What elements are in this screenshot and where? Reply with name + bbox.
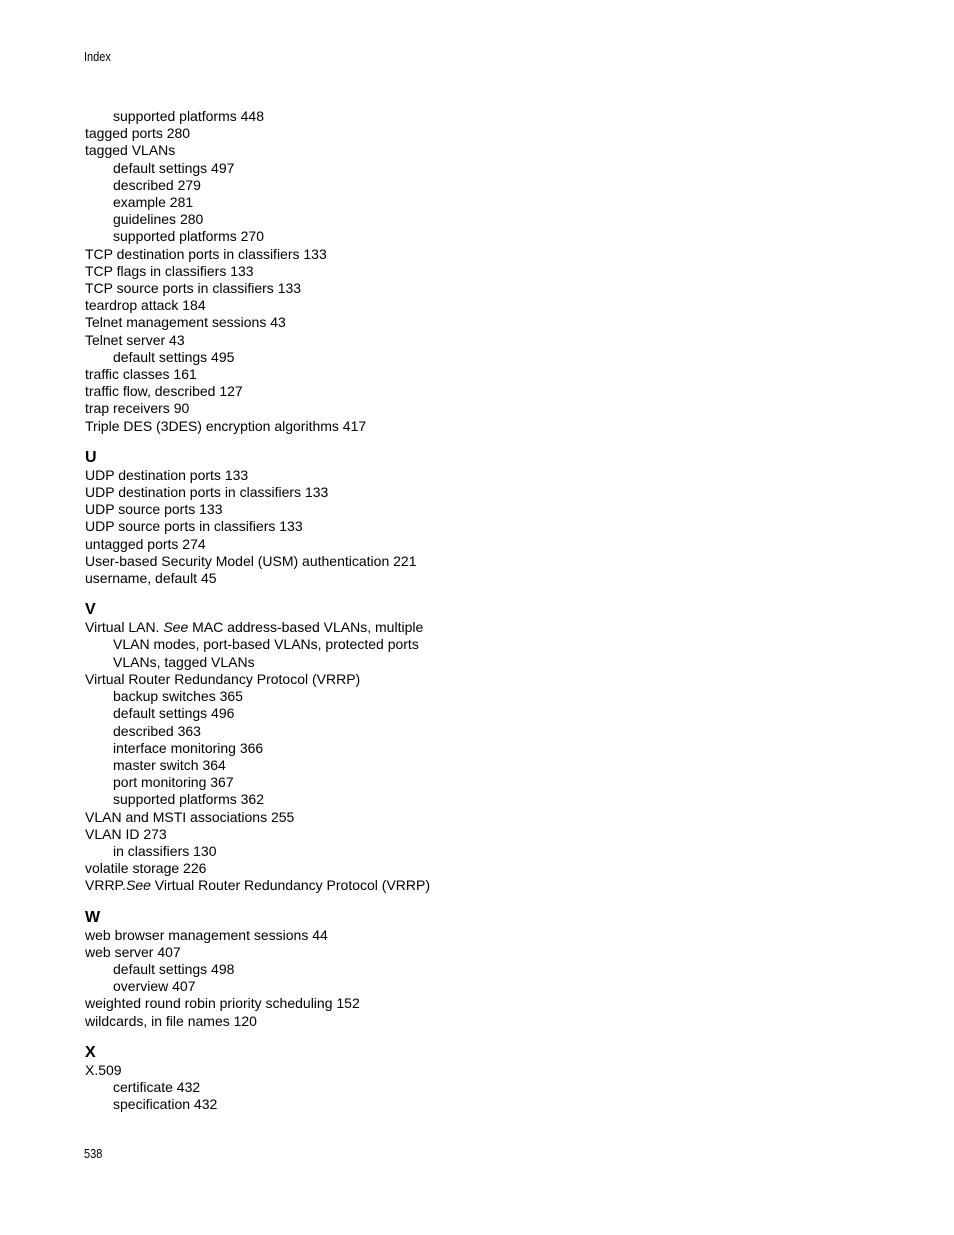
index-entry: teardrop attack 184	[85, 297, 206, 314]
index-subentry: guidelines 280	[113, 211, 204, 228]
index-entry-continuation: VLANs, tagged VLANs	[113, 653, 255, 670]
see-reference: See	[163, 619, 189, 636]
index-subentry: supported platforms 448	[113, 108, 264, 124]
section-letter-v: V	[85, 601, 96, 619]
index-entry: TCP destination ports in classifiers 133	[85, 245, 327, 262]
index-entry: weighted round robin priority scheduling 152	[85, 995, 360, 1012]
index-entry: VLAN and MSTI associations 255	[85, 808, 295, 825]
index-subentry: port monitoring 367	[113, 774, 234, 791]
index-subentry: supported platforms 270	[113, 228, 264, 245]
index-subentry: default settings 496	[113, 705, 235, 722]
index-entry: Triple DES (3DES) encryption algorithms 417	[85, 417, 367, 434]
index-subentry: backup switches 365	[113, 688, 243, 705]
index-entry: web browser management sessions 44	[85, 926, 328, 943]
index-content	[85, 108, 565, 1113]
index-entry: untagged ports 274	[85, 535, 206, 552]
index-subentry: master switch 364	[113, 756, 226, 773]
index-entry: wildcards, in file names 120	[85, 1012, 257, 1029]
index-subentry: example 281	[113, 194, 194, 211]
index-entry: traffic classes 161	[85, 366, 197, 383]
index-subentry: default settings 497	[113, 159, 235, 176]
index-entry: UDP source ports in classifiers 133	[85, 518, 303, 535]
index-entry: volatile storage 226	[85, 860, 207, 877]
index-entry: UDP destination ports 133	[85, 466, 249, 483]
index-subentry: overview 407	[113, 978, 196, 995]
index-subentry: supported platforms 362	[113, 791, 264, 808]
index-entry: UDP source ports 133	[85, 501, 223, 518]
index-subentry: described 363	[113, 722, 201, 739]
index-entry: tagged ports 280	[85, 125, 191, 142]
entry-text: Virtual Router Redundancy Protocol (VRRP)	[150, 877, 430, 894]
index-subentry: interface monitoring 366	[113, 739, 264, 756]
running-header: Index	[84, 50, 111, 64]
entry-text: MAC address-based VLANs, multiple	[188, 619, 424, 636]
index-entry: VLAN ID 273	[85, 825, 167, 842]
index-subentry: default settings 495	[113, 348, 235, 365]
index-entry: Telnet server 43	[85, 331, 185, 348]
index-entry: UDP destination ports in classifiers 133	[85, 484, 329, 501]
index-entry: traffic flow, described 127	[85, 383, 243, 400]
index-subentry: specification 432	[113, 1096, 218, 1113]
section-letter-u: U	[85, 448, 97, 466]
section-letter-x: X	[85, 1043, 96, 1061]
index-subentry: certificate 432	[113, 1078, 201, 1095]
index-entry: Virtual Router Redundancy Protocol (VRRP)	[85, 670, 361, 687]
index-entry-continuation: VLAN modes, port-based VLANs, protected ports	[113, 636, 419, 653]
index-entry-virtual-lan	[85, 619, 565, 636]
see-reference: See	[125, 877, 151, 894]
entry-text: VRRP.	[85, 877, 126, 894]
section-letter-w: W	[85, 908, 101, 926]
index-entry-vrrp	[85, 877, 565, 894]
index-entry: Telnet management sessions 43	[85, 314, 286, 331]
entry-text: Virtual LAN.	[85, 619, 164, 636]
index-entry: web server 407	[85, 943, 181, 960]
index-entry: X.509	[85, 1061, 122, 1078]
index-entry: User-based Security Model (USM) authentication 221	[85, 552, 417, 569]
index-entry: trap receivers 90	[85, 400, 190, 417]
index-entry: tagged VLANs	[85, 142, 176, 159]
index-subentry: default settings 498	[113, 960, 235, 977]
index-entry: username, default 45	[85, 570, 217, 587]
index-subentry: described 279	[113, 176, 201, 193]
index-entry: TCP source ports in classifiers 133	[85, 280, 302, 297]
index-entry: TCP flags in classifiers 133	[85, 262, 254, 279]
index-subentry: in classifiers 130	[113, 842, 217, 859]
page-number: 538	[84, 1147, 103, 1161]
